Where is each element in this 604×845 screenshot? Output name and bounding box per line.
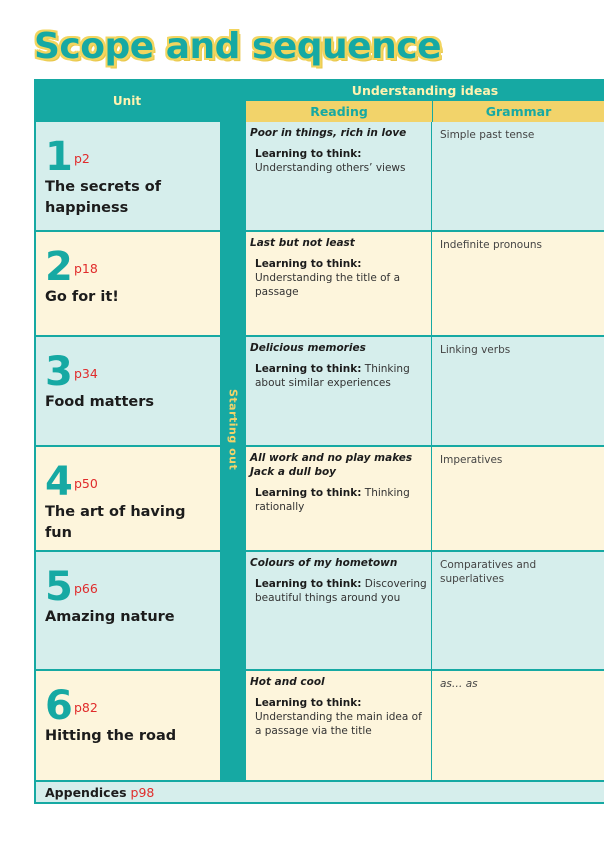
learning-to-think-text: Thinking rationally: [255, 487, 410, 513]
appendices-row: [34, 780, 604, 804]
learning-to-think: [255, 696, 427, 738]
grammar-cell: [432, 232, 604, 337]
learning-to-think: [255, 257, 427, 299]
unit-page-link[interactable]: p18: [74, 261, 98, 276]
reading-cell: [246, 552, 432, 671]
unit-page-link[interactable]: p50: [74, 476, 98, 491]
learning-to-think-label: Learning to think:: [255, 148, 362, 160]
grammar-text: as… as: [440, 678, 478, 690]
learning-to-think: [255, 362, 427, 390]
grammar-text: Comparatives and superlatives: [440, 559, 537, 585]
reading-cell: [246, 671, 432, 780]
unit-number: 4: [45, 459, 73, 505]
reading-cell: [246, 122, 432, 232]
grammar-column-header: Grammar: [432, 101, 604, 122]
unit-number: 2: [45, 244, 73, 290]
learning-to-think-label: Learning to think:: [255, 697, 362, 709]
learning-to-think-text: Discovering beautiful things around you: [255, 578, 427, 604]
grammar-text: Simple past tense: [440, 129, 535, 141]
unit-title: Go for it!: [45, 289, 119, 305]
unit-cell: [34, 447, 220, 552]
unit-number: 6: [45, 683, 73, 729]
unit-cell: [34, 671, 220, 780]
unit-cell: [34, 122, 220, 232]
grammar-cell: [432, 337, 604, 447]
grammar-cell: [432, 671, 604, 780]
unit-title: Amazing nature: [45, 609, 175, 625]
learning-to-think: [255, 147, 427, 175]
grammar-text: Imperatives: [440, 454, 503, 466]
learning-to-think-label: Learning to think:: [255, 363, 362, 375]
starting-out-label: Starting out: [226, 388, 240, 471]
unit-page-link[interactable]: p66: [74, 581, 98, 596]
reading-cell: [246, 232, 432, 337]
unit-cell: [34, 552, 220, 671]
unit-title: The art of having fun: [45, 504, 186, 541]
learning-to-think: [255, 577, 427, 605]
reading-cell: [246, 337, 432, 447]
reading-title: Colours of my hometown: [250, 557, 398, 569]
grammar-text: Linking verbs: [440, 344, 511, 356]
learning-to-think-label: Learning to think:: [255, 258, 362, 270]
reading-title: Delicious memories: [250, 342, 366, 354]
reading-title: Poor in things, rich in love: [250, 127, 407, 139]
grammar-text: Indefinite pronouns: [440, 239, 543, 251]
grammar-cell: [432, 447, 604, 552]
unit-number: 3: [45, 349, 73, 395]
grammar-cell: [432, 122, 604, 232]
reading-title: Last but not least: [250, 237, 355, 249]
learning-to-think-label: Learning to think:: [255, 487, 362, 499]
unit-title: The secrets of happiness: [45, 179, 162, 216]
unit-page-link[interactable]: p82: [74, 700, 98, 715]
unit-page-link[interactable]: p34: [74, 366, 98, 381]
unit-number: 1: [45, 134, 73, 180]
unit-title: Hitting the road: [45, 728, 177, 744]
learning-to-think-label: Learning to think:: [255, 578, 362, 590]
unit-page-link[interactable]: p2: [74, 151, 90, 166]
appendices-label: Appendices: [45, 784, 127, 800]
page-title: Scope and sequence: [34, 26, 441, 67]
unit-number: 5: [45, 564, 73, 610]
learning-to-think-text: Thinking about similar experiences: [255, 363, 410, 389]
grammar-cell: [432, 552, 604, 671]
unit-column-header: Unit: [34, 79, 220, 122]
reading-title: All work and no play makes Jack a dull boy: [250, 452, 413, 478]
starting-out-band: [220, 79, 246, 780]
reading-column-header: Reading: [246, 101, 432, 122]
understanding-ideas-header: Understanding ideas: [246, 79, 604, 101]
learning-to-think-text: Understanding others’ views: [255, 162, 406, 174]
unit-cell: [34, 337, 220, 447]
learning-to-think-text: Understanding the title of a passage: [255, 272, 401, 298]
appendices-page-link[interactable]: p98: [130, 784, 155, 800]
learning-to-think: [255, 486, 427, 514]
unit-title: Food matters: [45, 394, 155, 410]
unit-cell: [34, 232, 220, 337]
reading-title: Hot and cool: [250, 676, 325, 688]
learning-to-think-text: Understanding the main idea of a passage via the title: [255, 711, 422, 737]
reading-cell: [246, 447, 432, 552]
